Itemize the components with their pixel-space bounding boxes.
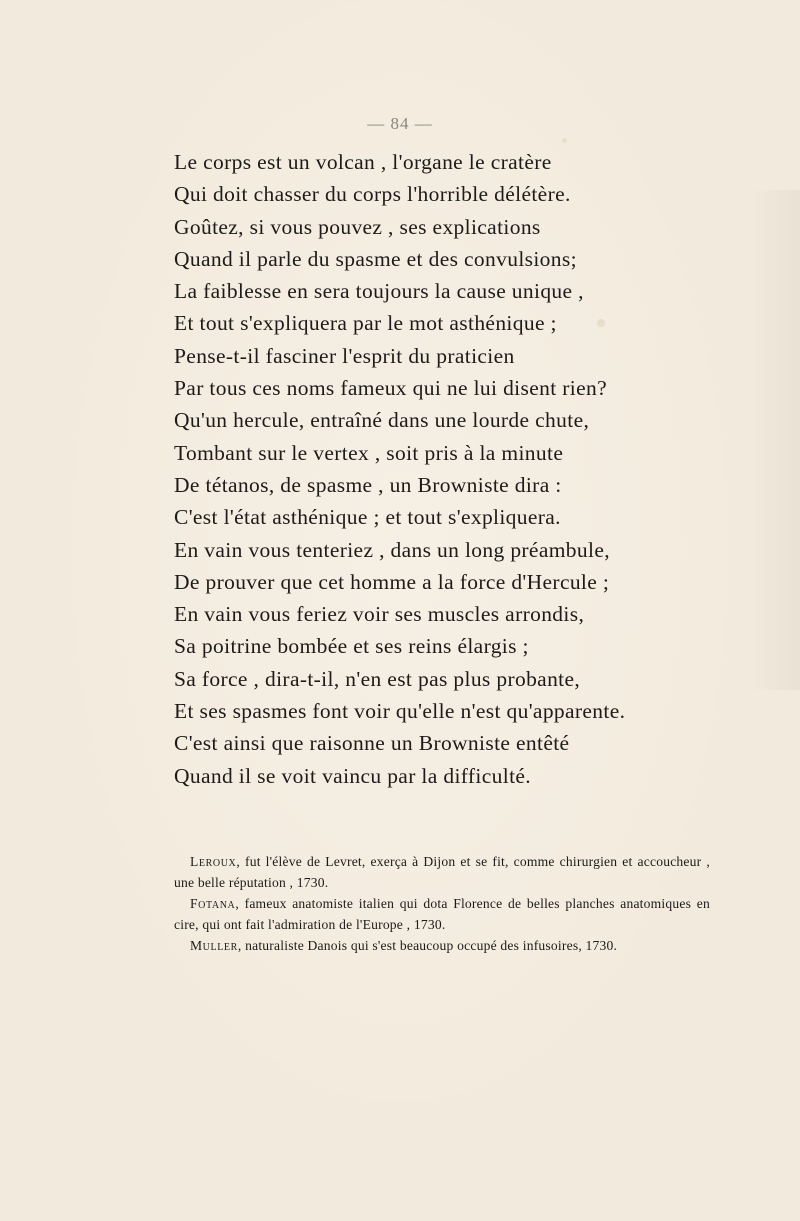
footnote-text: , fameux anatomiste italien qui dota Florence de belles planches anatomiques en cire, qui ont fait l'admiration de l'Europe , 1730. bbox=[174, 896, 710, 932]
verse-line: C'est ainsi que raisonne un Browniste entêté bbox=[174, 731, 570, 756]
verse-line: Et tout s'expliquera par le mot asthénique ; bbox=[174, 311, 557, 336]
poem bbox=[174, 146, 774, 792]
footnote-name: Fotana bbox=[190, 896, 236, 911]
verse-line: Pense-t-il fasciner l'esprit du praticien bbox=[174, 343, 515, 368]
verse-line: De tétanos, de spasme , un Browniste dira : bbox=[174, 472, 562, 497]
footnote-name: Muller bbox=[190, 938, 238, 953]
verse-line: De prouver que cet homme a la force d'Hercule ; bbox=[174, 569, 610, 594]
page-number: — 84 — bbox=[367, 114, 433, 133]
footnote bbox=[174, 851, 710, 893]
verse-line: Qui doit chasser du corps l'horrible délétère. bbox=[174, 182, 571, 207]
footnote-text: , fut l'élève de Levret, exerça à Dijon et se fit, comme chirurgien et accoucheur , une belle réputation , 1730. bbox=[174, 854, 710, 890]
verse-line: Et ses spasmes font voir qu'elle n'est qu'apparente. bbox=[174, 699, 626, 724]
verse-line: Qu'un hercule, entraîné dans une lourde chute, bbox=[174, 408, 590, 433]
verse-line: Quand il se voit vaincu par la difficulté. bbox=[174, 763, 532, 788]
verse-line: Par tous ces noms fameux qui ne lui disent rien? bbox=[174, 376, 607, 401]
verse-line: Le corps est un volcan , l'organe le cratère bbox=[174, 150, 552, 174]
footnote bbox=[174, 935, 710, 956]
verse-line: Quand il parle du spasme et des convulsions; bbox=[174, 246, 577, 271]
footnote-name: Leroux bbox=[190, 854, 237, 869]
verse-line: Goûtez, si vous pouvez , ses explications bbox=[174, 214, 541, 239]
footnotes bbox=[174, 851, 710, 956]
footnote bbox=[174, 893, 710, 935]
verse-line: En vain vous tenteriez , dans un long préambule, bbox=[174, 537, 610, 562]
verse-line: Sa poitrine bombée et ses reins élargis ; bbox=[174, 634, 529, 659]
footnote-text: , naturaliste Danois qui s'est beaucoup occupé des infusoires, 1730. bbox=[237, 938, 618, 953]
paper-stain bbox=[562, 138, 567, 143]
verse-line: La faiblesse en sera toujours la cause unique , bbox=[174, 279, 584, 304]
verse-line: En vain vous feriez voir ses muscles arrondis, bbox=[174, 602, 585, 627]
verse-line: Tombant sur le vertex , soit pris à la minute bbox=[174, 440, 564, 465]
verse-line: C'est l'état asthénique ; et tout s'expliquera. bbox=[174, 505, 561, 530]
verse-line: Sa force , dira-t-il, n'en est pas plus probante, bbox=[174, 666, 581, 691]
